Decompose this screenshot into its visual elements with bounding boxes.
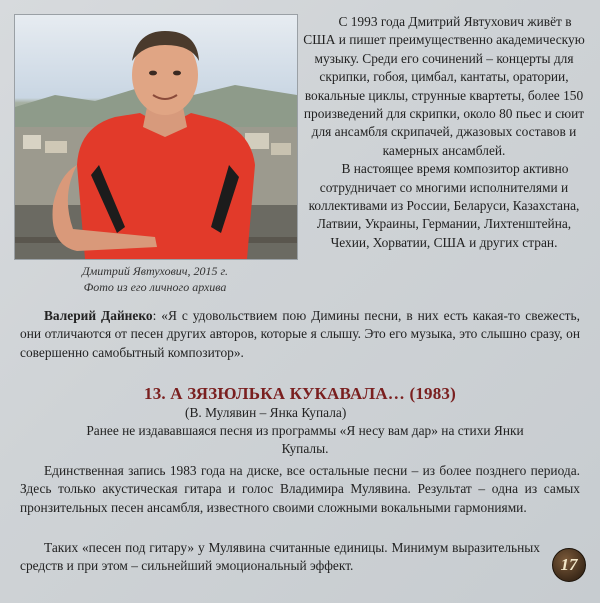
photo-caption bbox=[14, 263, 296, 295]
song-intro: Ранее не издававшаяся песня из программы «Я несу вам дар» на стихи Янки Купалы. bbox=[86, 423, 524, 457]
song-paragraph-3: Таких «песен под гитару» у Мулявина считанные единицы. Минимум выразительных средств и при этом – сильнейший эмоциональный эффект. bbox=[20, 540, 540, 574]
song-paragraph-2: Единственная запись 1983 года на диске, все остальные песни – из более позднего периода. Здесь только акустическая гитара и голос Владимира Мулявина. Результат – одна из самых пронзительных песен ансамбля, известного своими сложными вокальными гармониями. bbox=[20, 463, 580, 515]
photo-caption-line1: Дмитрий Явтухович, 2015 г. bbox=[81, 264, 229, 278]
bio-paragraph-2: В настоящее время композитор активно сотрудничает со многими исполнителями и коллективами из России, Беларуси, Казахстана, Латвии, Украины, Германии, Лихтенштейна, Чехии, Хорватии, США и других стран. bbox=[308, 161, 580, 250]
page-number-badge: 17 bbox=[552, 548, 586, 582]
song-title: 13. А ЗЯЗЮЛЬКА КУКАВАЛА… (1983) bbox=[144, 384, 456, 403]
composer-photo-illustration bbox=[15, 15, 297, 259]
quote-author: Валерий Дайнеко bbox=[44, 308, 153, 323]
song-authors: (В. Мулявин – Янка Купала) bbox=[185, 405, 347, 420]
composer-photo bbox=[14, 14, 298, 260]
composer-bio bbox=[300, 13, 588, 252]
song-description bbox=[20, 462, 580, 517]
song-conclusion bbox=[20, 539, 540, 576]
quote-block bbox=[20, 307, 580, 362]
photo-caption-line2: Фото из его личного архива bbox=[83, 280, 227, 294]
quote-text: : «Я с удовольствием пою Димины песни, в них есть какая-то свежесть, они отличаются от песен других авторов, которые я слышу. Это его музыка, это слышно сразу, он совершенно самобытный композитор». bbox=[20, 308, 580, 360]
bio-paragraph-1: С 1993 года Дмитрий Явтухович живёт в США и пишет преимущественно академическую музыку. Среди его сочинений – концерты для скрипки, гобоя, цимбал, кантаты, оратории, вокальные циклы, струнные квартеты, более 150 произведений для скрипки, около 80 пьес и сюит для ансамбля скрипачей, джазовых составов и камерных ансамблей. bbox=[303, 14, 585, 158]
